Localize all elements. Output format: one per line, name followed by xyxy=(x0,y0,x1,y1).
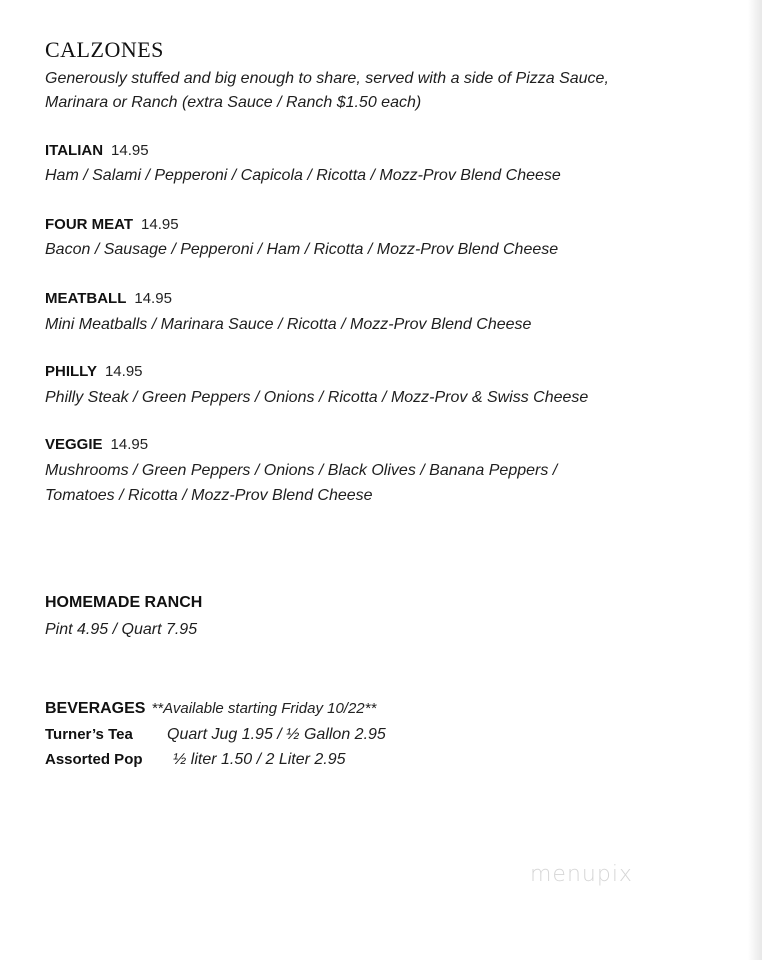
beverage-name: Turner’s Tea xyxy=(45,726,133,743)
ranch-detail: Pint 4.95 / Quart 7.95 xyxy=(45,621,198,638)
menu-item-four-meat-desc: Bacon / Sausage / Pepperoni / Ham / Ricotta / Mozz-Prov Blend Cheese xyxy=(45,241,559,258)
item-name: PHILLY xyxy=(45,363,97,380)
item-price: 14.95 xyxy=(104,363,143,380)
ranch-title: HOMEMADE RANCH xyxy=(45,594,203,611)
menu-item-philly-desc: Philly Steak / Green Peppers / Onions / Ricotta / Mozz-Prov & Swiss Cheese xyxy=(45,389,589,406)
menu-item-philly-header xyxy=(45,363,143,381)
beverage-name: Assorted Pop xyxy=(45,751,143,768)
beverage-detail: Quart Jug 1.95 / ½ Gallon 2.95 xyxy=(167,726,386,743)
item-price: 14.95 xyxy=(110,436,149,453)
item-price: 14.95 xyxy=(111,142,149,159)
item-name: ITALIAN xyxy=(45,142,104,159)
menu-item-meatball-header xyxy=(45,290,172,308)
beverage-detail: ½ liter 1.50 / 2 Liter 2.95 xyxy=(173,751,346,768)
menu-item-italian-header xyxy=(45,142,149,160)
calzones-intro-line-2: Marinara or Ranch (extra Sauce / Ranch $1.50 each) xyxy=(45,94,422,111)
beverage-row-assorted-pop xyxy=(45,751,346,769)
calzones-intro-line-1: Generously stuffed and big enough to share, served with a side of Pizza Sauce, xyxy=(45,70,609,87)
item-price: 14.95 xyxy=(134,290,172,307)
item-name: FOUR MEAT xyxy=(45,216,134,233)
menu-item-veggie-desc-line-1: Mushrooms / Green Peppers / Onions / Black Olives / Banana Peppers / xyxy=(45,462,558,479)
item-name: VEGGIE xyxy=(45,436,103,453)
menupix-watermark: menupix xyxy=(530,862,633,887)
menu-item-veggie-desc-line-2: Tomatoes / Ricotta / Mozz-Prov Blend Cheese xyxy=(45,487,373,504)
item-price: 14.95 xyxy=(141,216,179,233)
calzones-title: CALZONES xyxy=(45,37,164,62)
beverages-header xyxy=(45,700,376,718)
beverage-row-turners-tea xyxy=(45,726,386,744)
menu-item-veggie-header xyxy=(45,436,148,454)
menu-item-meatball-desc: Mini Meatballs / Marinara Sauce / Ricotta / Mozz-Prov Blend Cheese xyxy=(45,316,532,333)
menu-item-four-meat-header xyxy=(45,216,179,234)
page-edge-shadow xyxy=(748,0,762,960)
beverages-title: BEVERAGES xyxy=(45,700,146,717)
menu-item-italian-desc: Ham / Salami / Pepperoni / Capicola / Ricotta / Mozz-Prov Blend Cheese xyxy=(45,167,561,184)
item-name: MEATBALL xyxy=(45,290,127,307)
beverages-note: **Available starting Friday 10/22** xyxy=(151,700,377,717)
